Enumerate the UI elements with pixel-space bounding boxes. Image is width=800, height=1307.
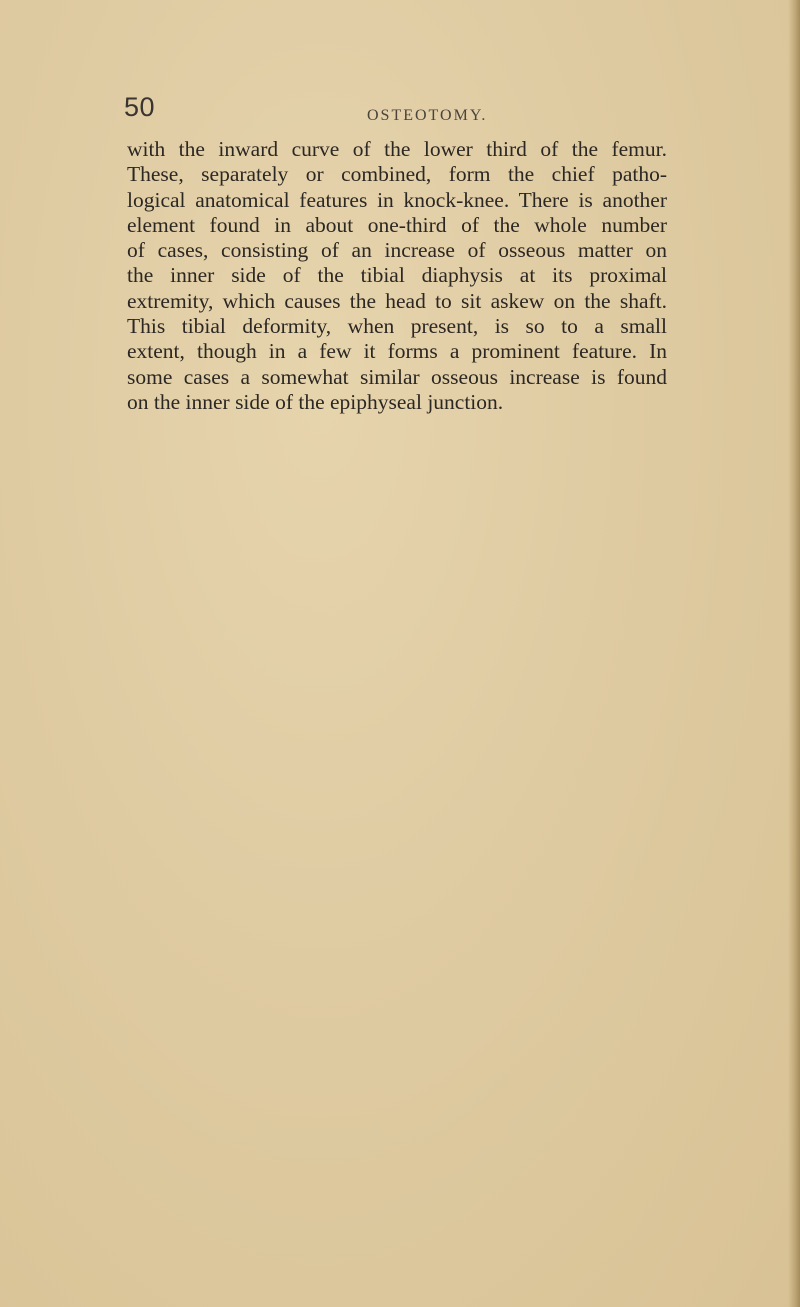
text-line: extent, though in a few it forms a prominent feature. In	[127, 339, 667, 364]
text-line: This tibial deformity, when present, is so to a small	[127, 314, 667, 339]
text-line: These, separately or combined, form the chief patho-	[127, 162, 667, 187]
text-line: some cases a somewhat similar osseous increase is found	[127, 364, 667, 389]
page-number: 50	[124, 92, 156, 122]
page-edge-shadow	[788, 0, 800, 1307]
text-line: element found in about one-third of the whole number	[127, 212, 667, 237]
body-paragraph	[127, 137, 667, 415]
text-line: on the inner side of the epiphyseal junction.	[127, 389, 504, 414]
text-line: with the inward curve of the lower third of the femur.	[127, 137, 667, 161]
running-head: OSTEOTOMY.	[367, 107, 488, 124]
text-line: of cases, consisting of an increase of osseous matter on	[127, 238, 667, 263]
text-line: extremity, which causes the head to sit askew on the shaft.	[127, 288, 667, 313]
text-line: the inner side of the tibial diaphysis at its proximal	[127, 263, 667, 288]
text-line: logical anatomical features in knock-knee. There is another	[127, 187, 667, 212]
